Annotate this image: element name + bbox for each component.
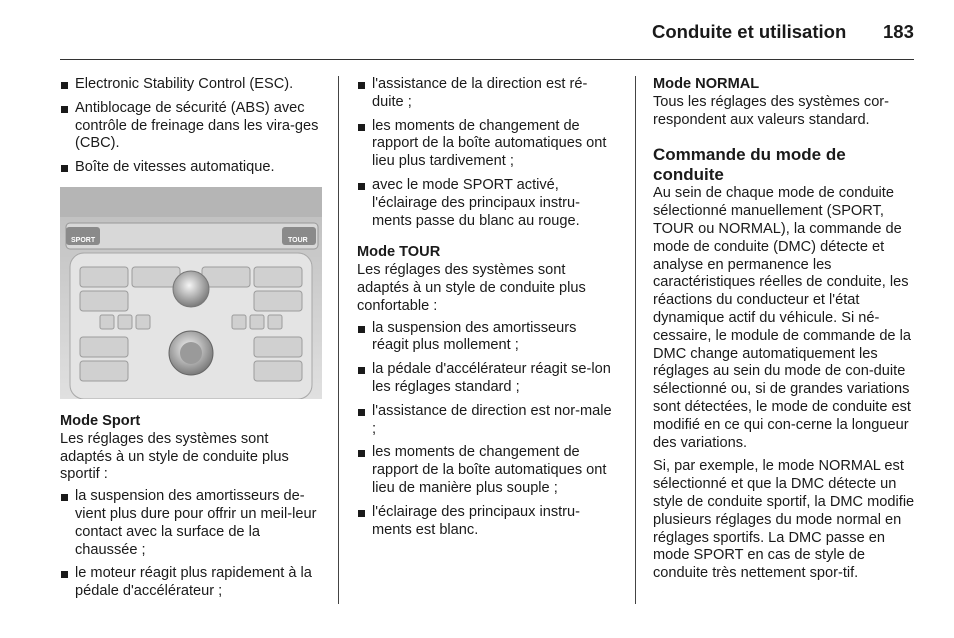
list-item: Electronic Stability Control (ESC).	[60, 76, 322, 94]
dmc-heading: Commande du mode de conduite	[653, 145, 846, 185]
console-photo	[60, 187, 322, 399]
mode-tour-intro: Les réglages des systèmes sont adaptés à un style de conduite plus confortable :	[357, 262, 586, 314]
list-item: la suspension des amortisseurs réagit plus mollement ;	[357, 320, 615, 356]
column-divider-1	[338, 76, 339, 604]
list-item: les moments de changement de rapport de la boîte automatiques ont lieu de manière plus souple ;	[357, 444, 615, 497]
mode-normal-text: Tous les réglages des systèmes cor-respondent aux valeurs standard.	[653, 93, 890, 128]
mode-tour-heading: Mode TOUR	[357, 244, 441, 261]
list-item: Antiblocage de sécurité (ABS) avec contrôle de freinage dans les vira-ges (CBC).	[60, 100, 322, 153]
mode-sport-heading: Mode Sport	[60, 412, 141, 429]
mode-tour-list	[357, 320, 615, 540]
dmc-paragraph-2: Si, par exemple, le mode NORMAL est sélectionné et que la DMC détecte un style de conduite sportif, la DMC modifie plusieurs réglages du mode normal en réglages sportifs. La DMC passe en mode SPORT en cas de style de conduite très nettement spor-tif.	[653, 458, 915, 582]
tour-button-label: TOUR	[288, 236, 308, 244]
page-number: 183	[883, 21, 914, 42]
mode-sport-list-continued	[357, 76, 615, 230]
list-item: l'assistance de direction est nor-male ;	[357, 403, 615, 439]
list-item: la suspension des amortisseurs de-vient plus dure pour offrir un meil-leur contact avec la surface de la chaussée ;	[60, 488, 322, 559]
mode-normal-heading: Mode NORMAL	[653, 76, 760, 92]
feature-list	[60, 76, 322, 177]
header-rule	[60, 59, 914, 60]
list-item: avec le mode SPORT activé, l'éclairage des principaux instru-ments passe du blanc au rouge.	[357, 177, 615, 230]
list-item: Boîte de vitesses automatique.	[60, 159, 322, 177]
column-2	[357, 76, 615, 545]
dmc-paragraph-1: Au sein de chaque mode de conduite sélectionné manuellement (SPORT, TOUR ou NORMAL), la commande de mode de conduite (DMC) détecte et analyse en permanence les caractéristiques réelles de conduite, les réactions du conducteur et l'état dynamique actif du véhicule. Si né-cessaire, le module de commande de la DMC change automatiquement les réglages au sein du mode de con-duite sélectionné ou, si de grandes variations sont détectées, le mode de conduite est modifié en ce qui con-cerne la longueur des variations.	[653, 185, 911, 451]
column-divider-2	[635, 76, 636, 604]
mode-sport-intro: Les réglages des systèmes sont adaptés à un style de conduite plus sportif :	[60, 430, 289, 483]
list-item: la pédale d'accélérateur réagit se-lon les réglages standard ;	[357, 361, 615, 397]
column-3	[653, 76, 915, 587]
column-1	[60, 76, 322, 607]
list-item: les moments de changement de rapport de la boîte automatiques ont lieu plus tardivement ;	[357, 118, 615, 171]
sport-button-label: SPORT	[71, 236, 96, 244]
mode-sport-list	[60, 488, 322, 601]
list-item: l'éclairage des principaux instru-ments est blanc.	[357, 504, 615, 540]
list-item: le moteur réagit plus rapidement à la pédale d'accélérateur ;	[60, 565, 322, 601]
console-illustration	[60, 187, 322, 399]
page-header-title: Conduite et utilisation	[652, 21, 847, 42]
list-item: l'assistance de la direction est ré-duite ;	[357, 76, 615, 112]
